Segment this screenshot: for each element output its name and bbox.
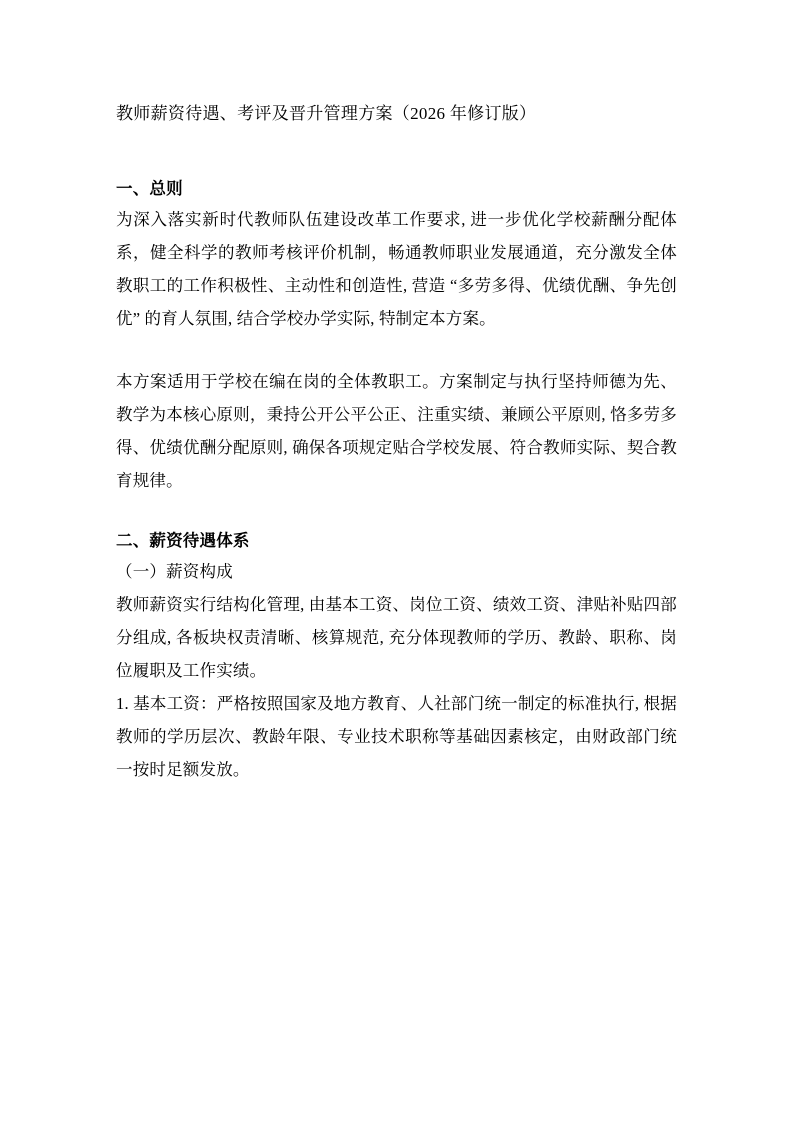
paragraph-general-purpose: 为深入落实新时代教师队伍建设改革工作要求, 进一步优化学校薪酬分配体系，健全科学的教师考核评价机制，畅通教师职业发展通道，充分激发全体教职工的工作积极性、主动性和创造性, 营造 “多劳多得、优绩优酬、争先创优” 的育人氛围, 结合学校办学实际, 特制定本方案。: [116, 210, 677, 329]
paragraph-base-salary: 1. 基本工资：严格按照国家及地方教育、人社部门统一制定的标准执行, 根据教师的学历层次、教龄年限、专业技术职称等基础因素核定，由财政部门统一按时足额发放。: [116, 694, 677, 780]
subsection-heading-salary-composition: （一）薪资构成: [116, 562, 233, 582]
paragraph-general-scope: 本方案适用于学校在编在岗的全体教职工。方案制定与执行坚持师德为先、教学为本核心原则，秉持公开公平公正、注重实绩、兼顾公平原则, 恪多劳多得、优绩优酬分配原则, 确保各项规定贴合学校发展、符合教师实际、契合教育规律。: [116, 372, 677, 491]
spacer: [116, 497, 677, 527]
document-title: 教师薪资待遇、考评及晋升管理方案（2026 年修订版）: [116, 104, 537, 123]
section-heading-salary-system: 二、薪资待遇体系: [116, 531, 250, 551]
paragraph-salary-structure: 教师薪资实行结构化管理, 由基本工资、岗位工资、绩效工资、津贴补贴四部分组成, 各板块权责清晰、核算规范, 充分体现教师的学历、教龄、职称、岗位履职及工作实绩。: [116, 595, 677, 681]
spacer: [116, 127, 677, 175]
spacer: [116, 335, 677, 365]
section-heading-general: 一、总则: [116, 179, 183, 199]
